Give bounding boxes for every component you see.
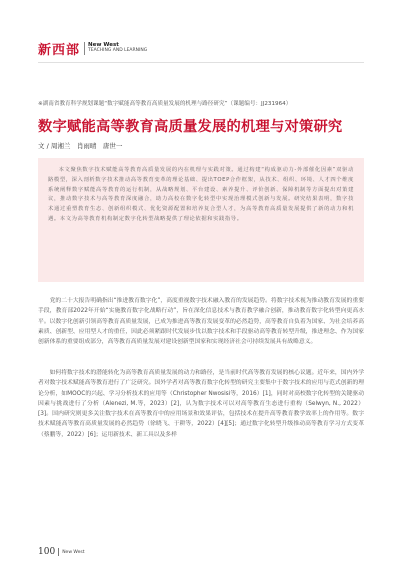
logo-divider [84,42,85,55]
logo-english-text [88,43,147,54]
body-paragraph-2: 如何将数字技术的潜能转化为高等教育高质量发展的动力和路径，是当前时代高等教育发展的核心议题。近年来，国内外学者对数字技术赋能高等教育进行了广泛研究。国外学者对高等教育数字化转型的研究主要集中于数字技术的应用与范式创新的理论分析，如MOOC的兴起、学习分析技术的应用等（Christopher Nwosisi等，2016）[1]，同时对高校数字化转型的关键驱动因素与挑战进行了分析（Alenezi, M.等，2023）[2]，认为数字技术可以对高等教育生态进行重构（Selwyn, N., 2022）[3]。国内研究则更多关注数字技术在高等教育中的应用场景和效果评估，包括技术在提升高等教育教学效率上的作用等。数字技术赋能高等教育高质量发展的必然趋势（徐晓飞、于耕等，2022）[4][5]；通过数字化转型升级推动高等教育学习方式变革（蔡鹏等，2022）[6]；运用新技术、新工具以及多样 [38,370,364,438]
journal-logo [38,40,147,56]
article-title: 数字赋能高等教育高质量发展的机理与对策研究 [38,119,343,135]
footer-brand: New West [62,549,85,555]
logo-en-top: New West [88,41,119,48]
article-authors: 文 / 周湘兰 肖雨晴 唐世一 [38,142,123,150]
body-paragraph-1: 党的二十大报告明确指出“推进教育数字化”，高度重视数字技术融入教育的发展趋势。将数字技术视为推动教育发展的重要手段，教育部2022年开始“实施教育数字化战略行动”，旨在深化信息技术与教育教学融合创新，推动教育数字化转型向更高水平。以数字化创新引领高等教育高质量发展，已成为推进高等教育发展变革的必然趋势，高等教育自负着为国家、为社会培养高素质、创新型、应用型人才的重任，因此必须紧跟时代发展步伐以数字技术和手段驱动高等教育转型升级，推进理念、作为国家创新体系的重要组成部分，高等教育高质量发展对建设创新型国家和实现经济社会可持续发展具有战略意义。 [38,298,364,345]
abstract-text: 本文聚焦数字技术赋能高等教育高质量发展的内在机理与实践对策。通过构建“构成驱动力-外部催化因素”双驱动路模型，深入剖析数字技术推动高等教育变革的理论基础、提出TOEP合作框架，从技术、组织、环境、人才四个维度系统阐释数字赋能高等教育的运行机制，从战略规划、平台建设、素养提升、评价创新、保障机制等方面提出对策建议，推动数字技术与高等教育深度融合，助力高校在数字化转型中实现治理模式创新与发展。研究结果表明，数字技术通过重塑教育生态、创新组织模式、优化资源配置和培养复合型人才，为高等教育高质量发展提供了新的动力和机遇。本文为高等教育机构制定数字化转型战略提供了理论依据和实践指导。 [48,167,354,222]
header-rule [38,62,364,63]
fund-note: ※湖南省教育科学规划课题“数字赋能高等教育高质量发展的机理与路径研究”（课题编号：JJ231964） [38,101,292,107]
logo-en-bottom: TEACHING AND LEARNING [88,48,148,53]
abstract-box [38,158,364,282]
page-number: 100 [38,547,56,557]
footer-divider [58,548,59,556]
logo-chinese-text: 新西部 [38,42,81,58]
page-footer [38,547,85,557]
